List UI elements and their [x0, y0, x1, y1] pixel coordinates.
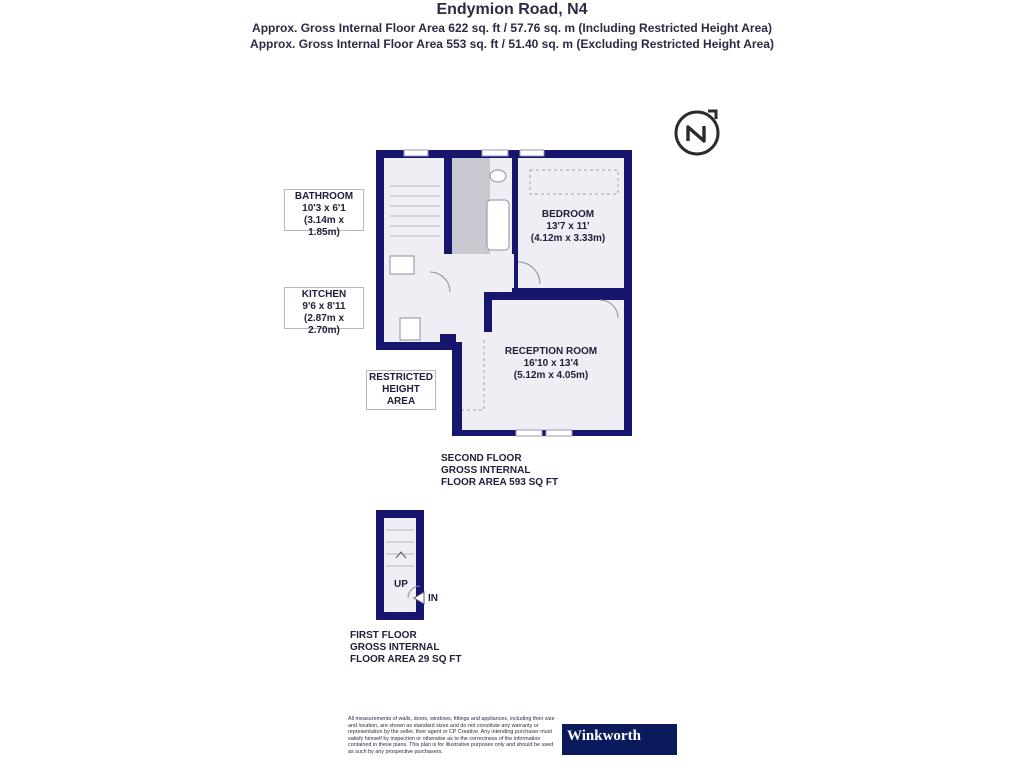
area-excluding: Approx. Gross Internal Floor Area 553 sq. ft / 51.40 sq. m (Excluding Restricted Height Area)	[250, 37, 774, 51]
kitchen-name: KITCHEN	[301, 289, 347, 300]
disclaimer-text: All measurements of walls, doors, windows, fittings and appliances, including their size and location, are shown as standard sizes and do not constitute any warranty or representation by the seller, their agent or CP Creative. Any intending purchaser must satisfy himself by inspection or otherwise as to the correctness of the information contained in these plans. This plan is for illustrative purposes only and should be used as such by any prospective purchasers.	[348, 716, 555, 755]
first-floor-line3: FLOOR AREA 29 SQ FT	[350, 654, 462, 665]
reception-metric: (5.12m x 4.05m)	[513, 370, 589, 381]
reception-imperial: 16'10 x 13'4	[523, 358, 579, 369]
stairs-up-label: UP	[394, 579, 408, 590]
second-floor-line3: FLOOR AREA 593 SQ FT	[441, 477, 559, 488]
restricted-line2: HEIGHT	[382, 384, 420, 395]
entrance-label: IN	[428, 593, 438, 604]
reception-name: RECEPTION ROOM	[504, 346, 598, 357]
restricted-callout	[366, 370, 436, 410]
north-compass-icon	[676, 111, 718, 154]
second-floor-label	[441, 453, 558, 489]
bathroom-imperial: 10'3 x 6'1	[302, 203, 346, 214]
second-floor-line2: GROSS INTERNAL	[441, 465, 531, 476]
area-including: Approx. Gross Internal Floor Area 622 sq. ft / 57.76 sq. m (Including Restricted Height Area)	[252, 21, 772, 35]
kitchen-callout	[284, 287, 364, 336]
kitchen-imperial: 9'6 x 8'11	[302, 301, 346, 312]
plan-title: Endymion Road, N4	[436, 1, 588, 18]
restricted-line1: RESTRICTED	[369, 372, 433, 383]
restricted-line3: AREA	[386, 396, 416, 407]
kitchen-metric: (2.87m x 2.70m)	[303, 313, 345, 336]
reception-label	[496, 346, 606, 382]
bathroom-metric: (3.14m x 1.85m)	[303, 215, 345, 238]
bedroom-metric: (4.12m x 3.33m)	[530, 233, 606, 244]
first-floor-line2: GROSS INTERNAL	[350, 642, 440, 653]
bedroom-imperial: 13'7 x 11'	[546, 221, 590, 232]
first-floor-plan	[376, 510, 424, 620]
bathroom-name: BATHROOM	[294, 191, 354, 202]
bedroom-name: BEDROOM	[541, 209, 595, 220]
second-floor-line1: SECOND FLOOR	[441, 453, 522, 464]
winkworth-logo: Winkworth	[562, 724, 677, 755]
first-floor-label	[350, 630, 462, 666]
bedroom-label	[526, 209, 610, 245]
first-floor-line1: FIRST FLOOR	[350, 630, 417, 641]
bathroom-callout	[284, 189, 364, 238]
